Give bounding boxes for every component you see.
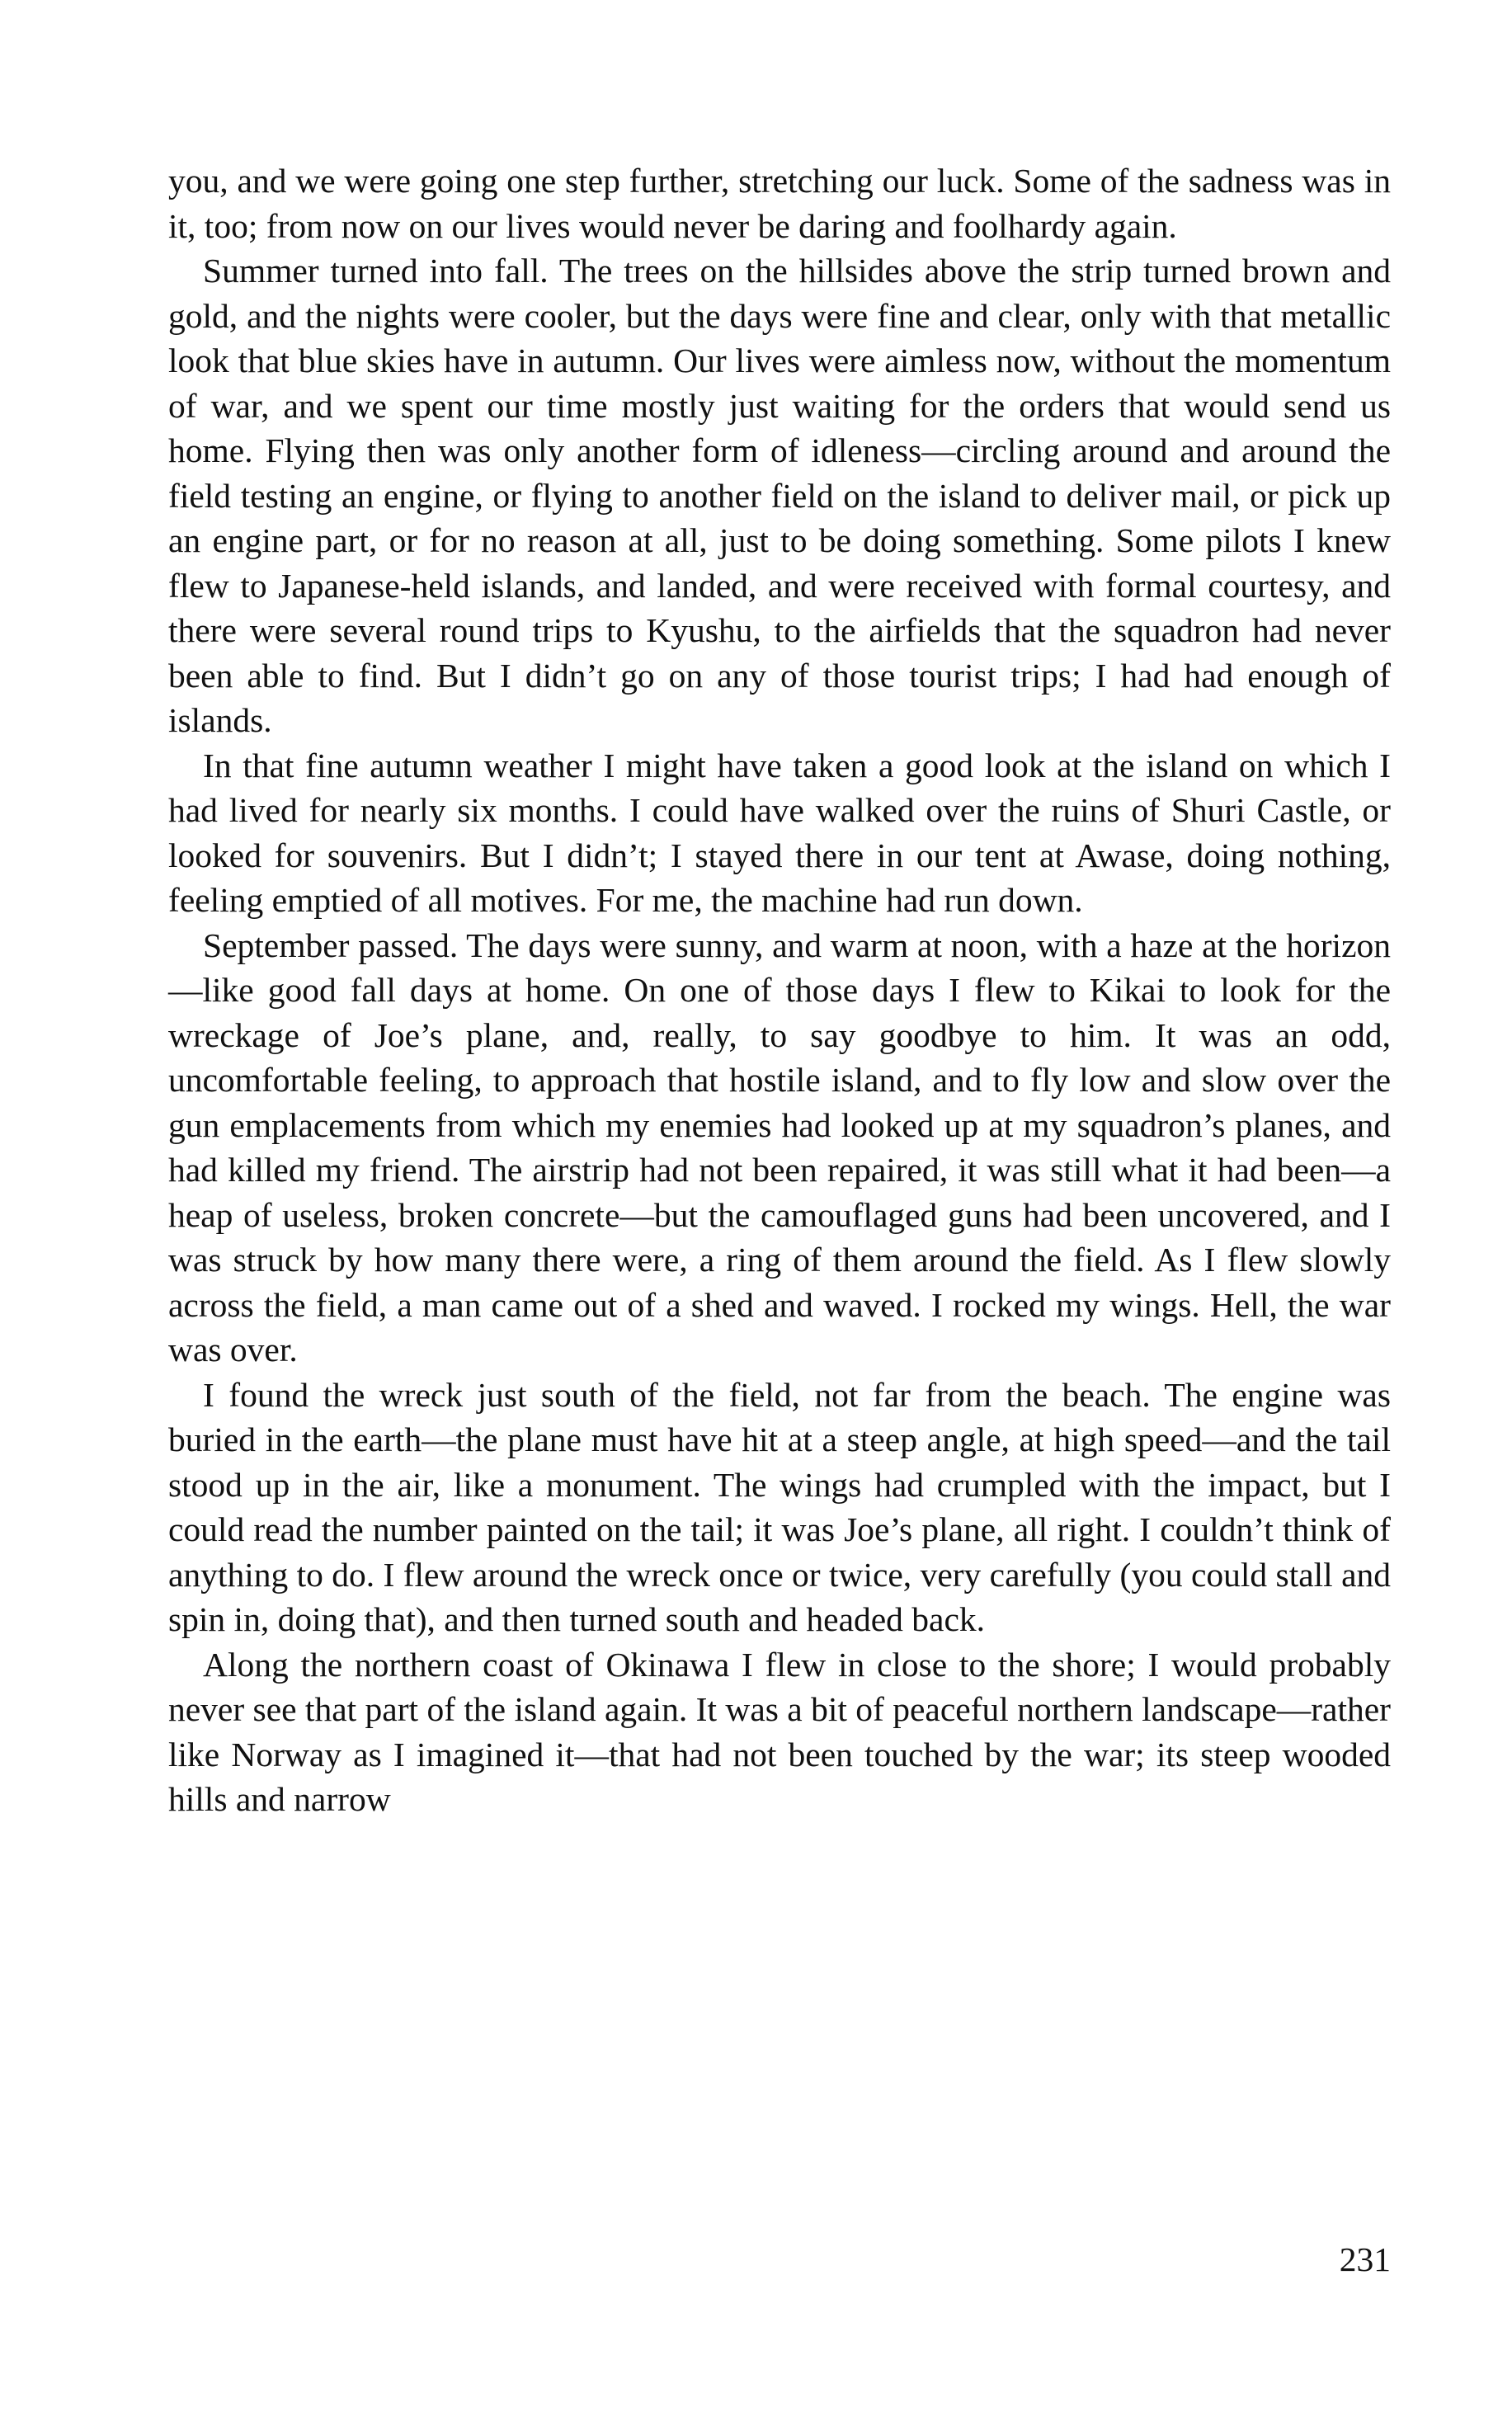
paragraph-4: September passed. The days were sunny, and warm at noon, with a haze at the horizon—like good fall days at home. On one of those days I flew to Kikai to look for the wreckage of Joe’s plane, and, really, to say goodbye to him. It was an odd, uncomfortable feeling, to approach that hostile island, and to fly low and slow over the gun emplacements from which my enemies had looked up at my squadron’s planes, and had killed my friend. The airstrip had not been repaired, it was still what it had been—a heap of useless, broken concrete—but the camouflaged guns had been uncovered, and I was struck by how many there were, a ring of them around the field. As I flew slowly across the field, a man came out of a shed and waved. I rocked my wings. Hell, the war was over. bbox=[168, 926, 1391, 1368]
page-body bbox=[168, 158, 1391, 1822]
page-number: 231 bbox=[1339, 2240, 1391, 2278]
paragraph-2: Summer turned into fall. The trees on the hillsides above the strip turned brown and gold, and the nights were cooler, but the days were fine and clear, only with that metallic look that blue skies have in autumn. Our lives were aimless now, without the momentum of war, and we spent our time mostly just waiting for the orders that would send us home. Flying then was only another form of idleness—circling around and around the field testing an engine, or flying to another field on the island to deliver mail, or pick up an engine part, or for no reason at all, just to be doing something. Some pilots I knew flew to Japanese-held islands, and landed, and were received with formal courtesy, and there were several round trips to Kyushu, to the airfields that the squadron had never been able to find. But I didn’t go on any of those tourist trips; I had had enough of islands. bbox=[168, 252, 1391, 739]
paragraph-1: you, and we were going one step further, stretching our luck. Some of the sadness was in it, too; from now on our lives would never be daring and foolhardy again. bbox=[168, 162, 1391, 245]
paragraph-3: In that fine autumn weather I might have taken a good look at the island on which I had lived for nearly six months. I could have walked over the ruins of Shuri Castle, or looked for souvenirs. But I didn’t; I stayed there in our tent at Awase, doing nothing, feeling emptied of all motives. For me, the machine had run down. bbox=[168, 746, 1391, 919]
paragraph-5: I found the wreck just south of the field, not far from the beach. The engine was buried in the earth—the plane must have hit at a steep angle, at high speed—and the tail stood up in the air, like a monument. The wings had crumpled with the impact, but I could read the number painted on the tail; it was Joe’s plane, all right. I couldn’t think of anything to do. I flew around the wreck once or twice, very carefully (you could stall and spin in, doing that), and then turned south and headed back. bbox=[168, 1375, 1391, 1638]
paragraph-6: Along the northern coast of Okinawa I flew in close to the shore; I would probably never see that part of the island again. It was a bit of peaceful northern landscape—rather like Norway as I imagined it—that had not been touched by the war; its steep wooded hills and narrow bbox=[168, 1645, 1391, 1818]
